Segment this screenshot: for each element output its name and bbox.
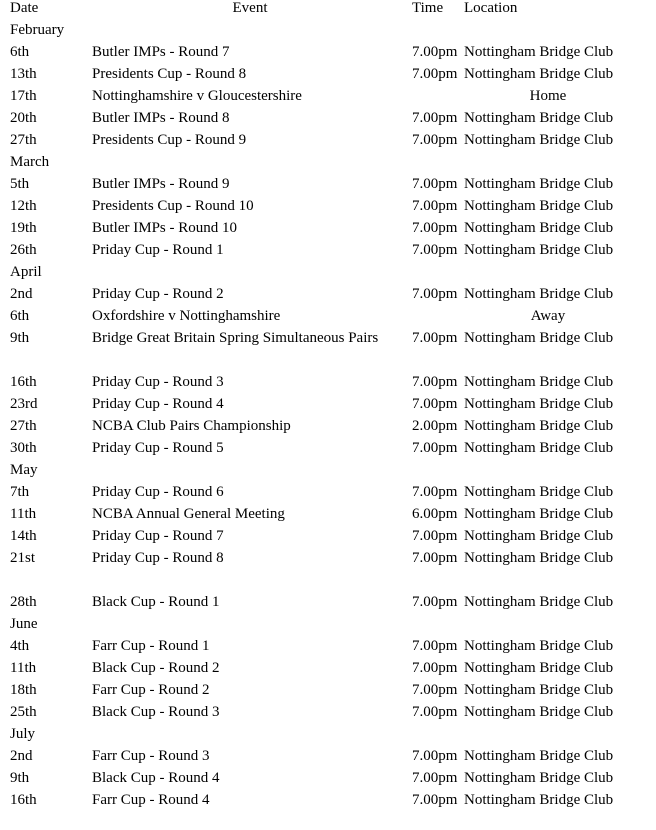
location-cell: Nottingham Bridge Club — [464, 506, 614, 522]
location-cell: Nottingham Bridge Club — [464, 550, 614, 566]
table-row — [8, 635, 632, 657]
time-cell — [410, 305, 462, 327]
event-cell: NCBA Annual General Meeting — [92, 506, 285, 522]
header-date: Date — [10, 0, 39, 16]
event-cell: Black Cup - Round 4 — [92, 770, 220, 786]
date-cell: 25th — [10, 704, 37, 720]
location-cell: Nottingham Bridge Club — [464, 770, 614, 786]
time-cell: 7.00pm — [412, 528, 458, 544]
event-cell: Black Cup - Round 3 — [92, 704, 220, 720]
location-cell: Nottingham Bridge Club — [464, 176, 614, 192]
fixtures-body — [8, 19, 632, 811]
table-row — [8, 41, 632, 63]
month-row — [8, 261, 632, 283]
location-cell: Nottingham Bridge Club — [464, 242, 614, 258]
time-cell: 7.00pm — [412, 770, 458, 786]
table-row — [8, 657, 632, 679]
table-row — [8, 327, 632, 349]
month-row — [8, 723, 632, 745]
location-cell: Nottingham Bridge Club — [464, 704, 614, 720]
event-cell: Priday Cup - Round 8 — [92, 550, 224, 566]
event-cell: Butler IMPs - Round 10 — [92, 220, 238, 236]
table-row — [8, 173, 632, 195]
event-cell: Bridge Great Britain Spring Simultaneous Pairs — [92, 330, 379, 346]
location-cell: Away — [530, 308, 566, 324]
date-cell: 21st — [10, 550, 36, 566]
location-cell: Nottingham Bridge Club — [464, 286, 614, 302]
event-cell: Black Cup - Round 2 — [92, 660, 220, 676]
month-label: June — [10, 616, 38, 632]
month-row — [8, 459, 632, 481]
table-row — [8, 503, 632, 525]
date-cell: 16th — [10, 792, 37, 808]
event-cell: Priday Cup - Round 3 — [92, 374, 224, 390]
month-label: May — [10, 462, 38, 478]
location-cell: Nottingham Bridge Club — [464, 44, 614, 60]
location-cell: Nottingham Bridge Club — [464, 682, 614, 698]
time-cell: 7.00pm — [412, 330, 458, 346]
time-cell: 7.00pm — [412, 660, 458, 676]
location-cell: Nottingham Bridge Club — [464, 748, 614, 764]
time-cell: 7.00pm — [412, 682, 458, 698]
time-cell: 7.00pm — [412, 638, 458, 654]
time-cell: 7.00pm — [412, 176, 458, 192]
location-cell: Nottingham Bridge Club — [464, 440, 614, 456]
month-label: February — [10, 22, 65, 38]
event-cell: Black Cup - Round 1 — [92, 594, 220, 610]
table-row — [8, 767, 632, 789]
table-row — [8, 371, 632, 393]
date-cell: 19th — [10, 220, 37, 236]
table-row — [8, 679, 632, 701]
time-cell: 7.00pm — [412, 242, 458, 258]
event-cell: Butler IMPs - Round 9 — [92, 176, 230, 192]
location-cell: Nottingham Bridge Club — [464, 418, 614, 434]
time-cell: 7.00pm — [412, 132, 458, 148]
date-cell: 14th — [10, 528, 37, 544]
spacer-cell — [8, 349, 632, 371]
location-cell: Nottingham Bridge Club — [464, 396, 614, 412]
table-row — [8, 591, 632, 613]
location-cell: Nottingham Bridge Club — [464, 66, 614, 82]
header-event: Event — [232, 0, 268, 16]
time-cell: 7.00pm — [412, 484, 458, 500]
date-cell: 13th — [10, 66, 37, 82]
date-cell: 9th — [10, 770, 30, 786]
location-cell: Nottingham Bridge Club — [464, 110, 614, 126]
time-cell: 7.00pm — [412, 440, 458, 456]
table-row — [8, 239, 632, 261]
date-cell: 11th — [10, 660, 37, 676]
table-row — [8, 305, 632, 327]
date-cell: 2nd — [10, 286, 33, 302]
table-row — [8, 701, 632, 723]
month-label: March — [10, 154, 50, 170]
date-cell: 26th — [10, 242, 37, 258]
event-cell: Priday Cup - Round 5 — [92, 440, 224, 456]
location-cell: Nottingham Bridge Club — [464, 660, 614, 676]
event-cell: Farr Cup - Round 4 — [92, 792, 210, 808]
location-cell: Nottingham Bridge Club — [464, 792, 614, 808]
date-cell: 27th — [10, 418, 37, 434]
header-row — [8, 0, 632, 19]
date-cell: 27th — [10, 132, 37, 148]
date-cell: 18th — [10, 682, 37, 698]
time-cell: 7.00pm — [412, 44, 458, 60]
time-cell: 7.00pm — [412, 286, 458, 302]
event-cell: Farr Cup - Round 1 — [92, 638, 210, 654]
table-row — [8, 217, 632, 239]
event-cell: Priday Cup - Round 1 — [92, 242, 224, 258]
location-cell: Nottingham Bridge Club — [464, 484, 614, 500]
location-cell: Home — [529, 88, 567, 104]
time-cell: 6.00pm — [412, 506, 458, 522]
time-cell: 7.00pm — [412, 594, 458, 610]
event-cell: Priday Cup - Round 4 — [92, 396, 224, 412]
event-cell: Butler IMPs - Round 8 — [92, 110, 230, 126]
table-row — [8, 283, 632, 305]
event-cell: Butler IMPs - Round 7 — [92, 44, 230, 60]
date-cell: 30th — [10, 440, 37, 456]
month-label: April — [10, 264, 42, 280]
table-row — [8, 63, 632, 85]
month-row — [8, 613, 632, 635]
time-cell: 7.00pm — [412, 110, 458, 126]
time-cell: 7.00pm — [412, 198, 458, 214]
event-cell: Priday Cup - Round 7 — [92, 528, 224, 544]
time-cell: 7.00pm — [412, 748, 458, 764]
location-cell: Nottingham Bridge Club — [464, 330, 614, 346]
event-cell: Presidents Cup - Round 10 — [92, 198, 254, 214]
date-cell: 12th — [10, 198, 37, 214]
table-row — [8, 129, 632, 151]
table-row — [8, 525, 632, 547]
time-cell: 7.00pm — [412, 704, 458, 720]
location-cell: Nottingham Bridge Club — [464, 528, 614, 544]
date-cell: 20th — [10, 110, 37, 126]
event-cell: Farr Cup - Round 2 — [92, 682, 210, 698]
date-cell: 5th — [10, 176, 30, 192]
time-cell — [410, 85, 462, 107]
header-time: Time — [412, 0, 444, 16]
date-cell: 7th — [10, 484, 30, 500]
location-cell: Nottingham Bridge Club — [464, 374, 614, 390]
month-row — [8, 19, 632, 41]
date-cell: 23rd — [10, 396, 38, 412]
date-cell: 2nd — [10, 748, 33, 764]
table-row — [8, 547, 632, 569]
date-cell: 11th — [10, 506, 37, 522]
spacer-row — [8, 349, 632, 371]
table-row — [8, 789, 632, 811]
spacer-row — [8, 569, 632, 591]
event-cell: Presidents Cup - Round 8 — [92, 66, 247, 82]
date-cell: 6th — [10, 44, 30, 60]
table-row — [8, 107, 632, 129]
table-row — [8, 437, 632, 459]
event-cell: NCBA Club Pairs Championship — [92, 418, 291, 434]
fixtures-table — [8, 0, 632, 811]
table-row — [8, 393, 632, 415]
time-cell: 7.00pm — [412, 396, 458, 412]
date-cell: 4th — [10, 638, 30, 654]
table-row — [8, 415, 632, 437]
table-row — [8, 745, 632, 767]
location-cell: Nottingham Bridge Club — [464, 198, 614, 214]
time-cell: 2.00pm — [412, 418, 458, 434]
date-cell: 28th — [10, 594, 37, 610]
time-cell: 7.00pm — [412, 66, 458, 82]
date-cell: 16th — [10, 374, 37, 390]
event-cell: Priday Cup - Round 6 — [92, 484, 224, 500]
location-cell: Nottingham Bridge Club — [464, 594, 614, 610]
date-cell: 9th — [10, 330, 30, 346]
time-cell: 7.00pm — [412, 550, 458, 566]
date-cell: 17th — [10, 88, 37, 104]
location-cell: Nottingham Bridge Club — [464, 220, 614, 236]
time-cell: 7.00pm — [412, 220, 458, 236]
month-label: July — [10, 726, 36, 742]
event-cell: Oxfordshire v Nottinghamshire — [92, 308, 281, 324]
header-location: Location — [464, 0, 518, 16]
event-cell: Presidents Cup - Round 9 — [92, 132, 247, 148]
date-cell: 6th — [10, 308, 30, 324]
table-row — [8, 195, 632, 217]
time-cell: 7.00pm — [412, 374, 458, 390]
location-cell: Nottingham Bridge Club — [464, 132, 614, 148]
location-cell: Nottingham Bridge Club — [464, 638, 614, 654]
table-row — [8, 481, 632, 503]
event-cell: Farr Cup - Round 3 — [92, 748, 210, 764]
event-cell: Nottinghamshire v Gloucestershire — [92, 88, 302, 104]
spacer-cell — [8, 569, 632, 591]
time-cell: 7.00pm — [412, 792, 458, 808]
month-row — [8, 151, 632, 173]
event-cell: Priday Cup - Round 2 — [92, 286, 224, 302]
table-row — [8, 85, 632, 107]
